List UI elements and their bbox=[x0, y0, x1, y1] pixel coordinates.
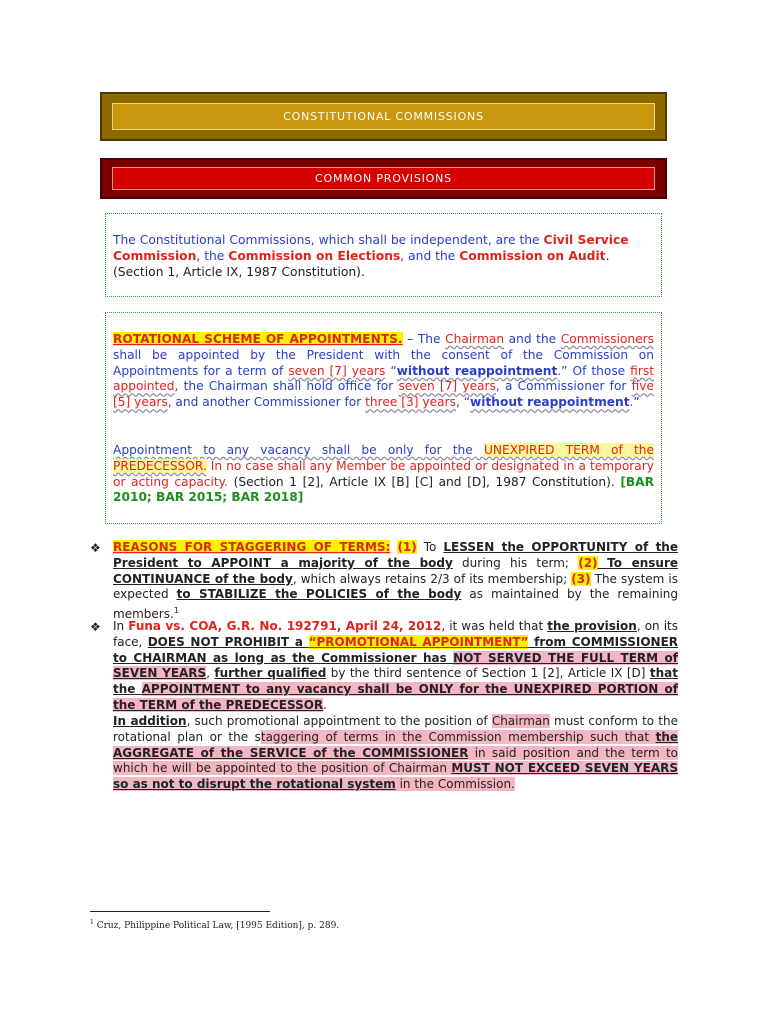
title-banner bbox=[100, 92, 667, 141]
section-title: COMMON PROVISIONS bbox=[315, 172, 452, 185]
footnote-divider bbox=[90, 911, 270, 912]
rotational-scheme-paragraph: ROTATIONAL SCHEME OF APPOINTMENTS. – The Chairman and the Commissioners shall be appointed by the President with the consent of the Commission on Appointments for a term of seven [7] years “without reappointment.” Of those first appointed, the Chairman shall hold office for seven [7] years, a Commissioner for five [5] years, and another Commissioner for three [3] years, “without reappointment.” bbox=[113, 332, 655, 410]
footnote-ref: 1 bbox=[173, 606, 179, 616]
bullet-diamond-icon: ❖ bbox=[90, 620, 101, 634]
promotional-appointment-paragraph: In addition, such promotional appointment to the position of Chairman must conform to the rotational plan or the staggering of terms in the Commission membership such that the AGGREGATE of the SERVICE of the COMMISSIONER in said position and the term to which he will be appointed to the position of Chairman MUST NOT EXCEED SEVEN YEARS so as not to disrupt the rotational system in the Commission. bbox=[113, 714, 678, 792]
footnote-mark: 1 bbox=[90, 919, 94, 926]
bullet-diamond-icon: ❖ bbox=[90, 541, 101, 555]
footnote-text: Cruz, Philippine Political Law, [1995 Edition], p. 289. bbox=[93, 921, 340, 931]
subtitle-banner bbox=[100, 158, 667, 199]
staggering-reasons-paragraph: REASONS FOR STAGGERING OF TERMS: (1) To LESSEN the OPPORTUNITY of the President to APPOINT a majority of the body during his term; (2) To ensure CONTINUANCE of the body, which always retains 2/3 of its membership; (3) The system is expected to STABILIZE the POLICIES of the body as maintained by the remaining members.$^1$ bbox=[113, 540, 679, 622]
commissions-definition-text: The Constitutional Commissions, which shall be independent, are the Civil Service Commission, the Commission on Elections, and the Commission on Audit. (Section 1, Article IX, 1987 Constitution). bbox=[113, 233, 629, 279]
page-title: CONSTITUTIONAL COMMISSIONS bbox=[283, 110, 484, 123]
funa-case-paragraph: In Funa vs. COA, G.R. No. 192791, April 24, 2012, it was held that the provision, on its face, DOES NOT PROHIBIT a “PROMOTIONAL APPOINTMENT” from COMMISSIONER to CHAIRMAN as long as the Commissioner has NOT SERVED THE FULL TERM of SEVEN YEARS, further qualified by the third sentence of Section 1 [2], Article IX [D] that the APPOINTMENT to any vacancy shall be ONLY for the UNEXPIRED PORTION of the TERM of the PREDECESSOR. bbox=[113, 619, 679, 712]
vacancy-paragraph: Appointment to any vacancy shall be only for the UNEXPIRED TERM of the PREDECESSOR. In no case shall any Member be appointed or designated in a temporary or acting capacity. (Section 1 [2], Article IX [B] [C] and [D], 1987 Constitution). [BAR 2010; BAR 2015; BAR 2018] bbox=[113, 443, 654, 505]
footnote bbox=[90, 919, 339, 931]
